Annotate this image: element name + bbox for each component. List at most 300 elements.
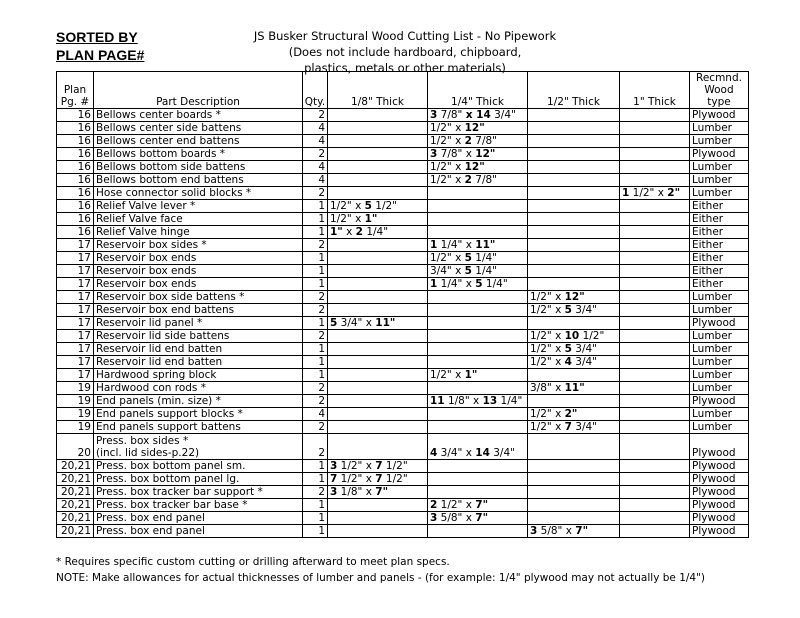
part-description-cell: Relief Valve hinge	[94, 226, 303, 239]
wood-type-cell: Either	[690, 239, 749, 252]
dimension-part: 5	[464, 252, 472, 264]
dimension-part: 7"	[575, 525, 589, 537]
dimension-part: 1/4"	[471, 252, 498, 264]
quantity-cell: 4	[303, 408, 328, 421]
table-row	[57, 408, 749, 421]
plan-page-cell: 16	[57, 148, 94, 161]
thick-1-2-cell	[528, 226, 620, 239]
table-row	[57, 226, 749, 239]
thick-1-2-cell	[528, 369, 620, 382]
wood-type-cell: Lumber	[690, 408, 749, 421]
dimension-part: 1/2" x	[430, 174, 465, 186]
table-row	[57, 200, 749, 213]
dimension-part: 1/2" x	[430, 135, 465, 147]
thick-1-cell	[620, 525, 690, 538]
thick-1-8-cell	[328, 434, 428, 460]
dimension-part: 1/2" x	[430, 122, 465, 134]
dimension-part: x	[342, 226, 356, 238]
plan-page-cell: 17	[57, 317, 94, 330]
table-row	[57, 291, 749, 304]
dimension-part: 5	[564, 343, 572, 355]
footnote-thickness: NOTE: Make allowances for actual thicknesses of lumber and panels - (for example: 1/4" plywood may not actually be 1/4")	[56, 572, 706, 584]
thick-1-cell	[620, 473, 690, 486]
wood-type-cell: Either	[690, 252, 749, 265]
table-row	[57, 343, 749, 356]
thick-1-cell	[620, 265, 690, 278]
title-line1: JS Busker Structural Wood Cutting List - No Pipework	[253, 29, 557, 43]
part-description-cell: Reservoir lid end batten	[94, 356, 303, 369]
wood-type-cell: Either	[690, 213, 749, 226]
thick-1-8-cell	[328, 499, 428, 512]
thick-1-cell	[620, 239, 690, 252]
part-description-cell: Press. box tracker bar support *	[94, 486, 303, 499]
thick-1-8-cell	[328, 174, 428, 187]
thick-1-2-cell	[528, 330, 620, 343]
dimension-part: 7/8"	[471, 174, 498, 186]
wood-type-cell: Plywood	[690, 499, 749, 512]
part-description-cell: Reservoir box ends	[94, 265, 303, 278]
quantity-cell: 1	[303, 369, 328, 382]
thick-1-8-cell	[328, 473, 428, 486]
dimension-part: 5/8" x	[537, 525, 576, 537]
plan-page-cell: 20	[57, 434, 94, 460]
thick-1-4-cell	[428, 434, 528, 460]
plan-page-cell: 20,21	[57, 486, 94, 499]
dimension-part: 7/8"	[437, 109, 466, 121]
wood-type-cell: Plywood	[690, 317, 749, 330]
thick-1-8-cell	[328, 525, 428, 538]
part-description-cell: Bellows bottom end battens	[94, 174, 303, 187]
part-description-line1: Press. box sides *	[96, 435, 189, 447]
table-row	[57, 512, 749, 525]
dimension-part: 7	[564, 421, 572, 433]
thick-1-8-cell	[328, 317, 428, 330]
part-description-cell: Reservoir box side battens *	[94, 291, 303, 304]
plan-page-cell: 16	[57, 122, 94, 135]
plan-page-cell: 17	[57, 330, 94, 343]
table-row	[57, 434, 749, 460]
header-part-description: Part Description	[94, 72, 303, 109]
table-row	[57, 239, 749, 252]
dimension-part: 5/8" x	[437, 512, 476, 524]
dimension-part: 3/4"	[571, 421, 598, 433]
thick-1-2-cell	[528, 460, 620, 473]
plan-page-cell: 16	[57, 109, 94, 122]
quantity-cell: 2	[303, 486, 328, 499]
part-description-cell: End panels support battens	[94, 421, 303, 434]
part-description-cell: Hardwood spring block	[94, 369, 303, 382]
thick-1-8-cell	[328, 200, 428, 213]
quantity-cell: 1	[303, 356, 328, 369]
dimension-part: 5	[364, 200, 372, 212]
dimension-part: 2"	[564, 408, 578, 420]
plan-page-cell: 16	[57, 213, 94, 226]
dimension-part: 1"	[330, 226, 343, 238]
plan-page-cell: 17	[57, 265, 94, 278]
plan-page-cell: 16	[57, 161, 94, 174]
thick-1-8-cell	[328, 395, 428, 408]
header-qty: Qty.	[303, 72, 328, 109]
dimension-part: 1/4"	[471, 265, 498, 277]
quantity-cell: 2	[303, 382, 328, 395]
dimension-part: 1/2" x	[330, 200, 365, 212]
thick-1-8-cell	[328, 226, 428, 239]
quantity-cell: 1	[303, 460, 328, 473]
quantity-cell: 2	[303, 109, 328, 122]
table-body	[57, 109, 749, 538]
dimension-part: 1	[430, 278, 438, 290]
plan-page-cell: 17	[57, 239, 94, 252]
quantity-cell: 1	[303, 512, 328, 525]
thick-1-4-cell	[428, 499, 528, 512]
plan-page-cell: 16	[57, 187, 94, 200]
footnotes	[56, 554, 705, 586]
sorted-by-label	[56, 28, 144, 64]
table-row	[57, 369, 749, 382]
plan-page-cell: 19	[57, 421, 94, 434]
quantity-cell: 2	[303, 239, 328, 252]
dimension-part: 11	[430, 395, 445, 407]
dimension-part: 14	[475, 447, 490, 459]
wood-type-cell: Lumber	[690, 421, 749, 434]
wood-type-cell: Lumber	[690, 330, 749, 343]
thick-1-cell	[620, 252, 690, 265]
thick-1-4-cell	[428, 486, 528, 499]
part-description-cell: Relief Valve face	[94, 213, 303, 226]
dimension-part: 12"	[464, 161, 485, 173]
thick-1-4-cell	[428, 213, 528, 226]
thick-1-cell	[620, 226, 690, 239]
dimension-part: 3	[430, 109, 438, 121]
thick-1-cell	[620, 330, 690, 343]
plan-page-cell: 17	[57, 252, 94, 265]
thick-1-cell	[620, 304, 690, 317]
thick-1-4-cell	[428, 304, 528, 317]
table-row	[57, 252, 749, 265]
thick-1-8-cell	[328, 460, 428, 473]
header-row	[57, 72, 749, 109]
thick-1-cell	[620, 369, 690, 382]
dimension-part: 1/2" x	[530, 304, 565, 316]
wood-type-cell: Lumber	[690, 122, 749, 135]
wood-type-cell: Lumber	[690, 187, 749, 200]
dimension-part: 11"	[375, 317, 396, 329]
thick-1-2-cell	[528, 213, 620, 226]
thick-1-2-cell	[528, 356, 620, 369]
part-description-cell: Reservoir box sides *	[94, 239, 303, 252]
thick-1-8-cell	[328, 148, 428, 161]
thick-1-cell	[620, 148, 690, 161]
thick-1-8-cell	[328, 135, 428, 148]
thick-1-cell	[620, 109, 690, 122]
table-row	[57, 304, 749, 317]
plan-page-cell: 17	[57, 304, 94, 317]
dimension-part: 7	[375, 473, 383, 485]
quantity-cell: 1	[303, 252, 328, 265]
plan-page-cell: 20,21	[57, 460, 94, 473]
thick-1-2-cell	[528, 174, 620, 187]
thick-1-2-cell	[528, 395, 620, 408]
plan-page-cell: 17	[57, 278, 94, 291]
part-description-cell: Press. box end panel	[94, 512, 303, 525]
table-row	[57, 187, 749, 200]
plan-page-cell: 19	[57, 408, 94, 421]
dimension-part: 3	[330, 460, 338, 472]
quantity-cell: 1	[303, 343, 328, 356]
wood-type-cell: Either	[690, 278, 749, 291]
dimension-part: 3/4" x	[430, 265, 465, 277]
thick-1-cell	[620, 278, 690, 291]
plan-page-cell: 16	[57, 226, 94, 239]
quantity-cell: 1	[303, 525, 328, 538]
thick-1-4-cell	[428, 343, 528, 356]
dimension-part: 1/4"	[497, 395, 523, 407]
dimension-part: 1/2" x	[530, 343, 565, 355]
thick-1-2-cell	[528, 200, 620, 213]
dimension-part: 12"	[564, 291, 585, 303]
dimension-part: 2	[464, 135, 472, 147]
wood-type-cell: Lumber	[690, 135, 749, 148]
dimension-part: 3/4"	[571, 356, 598, 368]
wood-type-cell: Lumber	[690, 343, 749, 356]
header-plan-pg: Plan Pg. #	[57, 72, 94, 109]
document-title	[215, 28, 595, 76]
table-row	[57, 265, 749, 278]
wood-type-cell: Plywood	[690, 148, 749, 161]
dimension-part: 1/2" x	[530, 356, 565, 368]
plan-page-cell: 19	[57, 395, 94, 408]
thick-1-2-cell	[528, 252, 620, 265]
dimension-part: 1/4"	[482, 278, 508, 290]
quantity-cell: 1	[303, 499, 328, 512]
thick-1-2-cell	[528, 291, 620, 304]
part-description-cell: Reservoir lid side battens	[94, 330, 303, 343]
thick-1-8-cell	[328, 161, 428, 174]
part-description-cell: Press. box bottom panel lg.	[94, 473, 303, 486]
thick-1-cell	[620, 174, 690, 187]
thick-1-4-cell	[428, 317, 528, 330]
thick-1-4-cell	[428, 395, 528, 408]
thick-1-8-cell	[328, 343, 428, 356]
thick-1-4-cell	[428, 148, 528, 161]
dimension-part: 3/4"	[490, 109, 516, 121]
thick-1-4-cell	[428, 356, 528, 369]
thick-1-4-cell	[428, 239, 528, 252]
plan-page-cell: 20,21	[57, 512, 94, 525]
dimension-part: 1/2"	[579, 330, 605, 342]
dimension-part: 4	[430, 447, 438, 459]
quantity-cell: 1	[303, 317, 328, 330]
sorted-by-line2: PLAN PAGE#	[56, 47, 145, 63]
quantity-cell: 2	[303, 187, 328, 200]
dimension-part: 3	[430, 148, 438, 160]
quantity-cell: 2	[303, 395, 328, 408]
footnote-asterisk: * Requires specific custom cutting or drilling afterward to meet plan specs.	[56, 556, 450, 568]
thick-1-8-cell	[328, 109, 428, 122]
thick-1-4-cell	[428, 135, 528, 148]
thick-1-cell	[620, 317, 690, 330]
thick-1-2-cell	[528, 434, 620, 460]
dimension-part: 10	[564, 330, 580, 342]
thick-1-8-cell	[328, 421, 428, 434]
dimension-part: 7"	[475, 499, 489, 511]
wood-type-cell: Lumber	[690, 174, 749, 187]
wood-type-cell: Lumber	[690, 161, 749, 174]
thick-1-cell	[620, 460, 690, 473]
thick-1-8-cell	[328, 265, 428, 278]
dimension-part: 1/2" x	[430, 161, 465, 173]
dimension-part: 11"	[564, 382, 585, 394]
thick-1-8-cell	[328, 408, 428, 421]
thick-1-cell	[620, 382, 690, 395]
dimension-part: 1/8" x	[337, 486, 376, 498]
thick-1-2-cell	[528, 239, 620, 252]
table-row	[57, 148, 749, 161]
thick-1-8-cell	[328, 356, 428, 369]
table-row	[57, 122, 749, 135]
thick-1-cell	[620, 395, 690, 408]
dimension-part: 12"	[475, 148, 496, 160]
plan-page-cell: 20,21	[57, 473, 94, 486]
thick-1-4-cell	[428, 122, 528, 135]
thick-1-8-cell	[328, 382, 428, 395]
dimension-part: 12"	[464, 122, 485, 134]
quantity-cell: 4	[303, 135, 328, 148]
thick-1-2-cell	[528, 486, 620, 499]
thick-1-4-cell	[428, 421, 528, 434]
wood-type-cell: Lumber	[690, 369, 749, 382]
dimension-part: 11"	[475, 239, 496, 251]
dimension-part: 3/4" x	[337, 317, 376, 329]
part-description-cell: Press. box tracker bar base *	[94, 499, 303, 512]
wood-type-cell: Plywood	[690, 434, 749, 460]
thick-1-cell	[620, 434, 690, 460]
wood-type-cell: Lumber	[690, 291, 749, 304]
table-row	[57, 330, 749, 343]
thick-1-4-cell	[428, 226, 528, 239]
thick-1-4-cell	[428, 473, 528, 486]
table-row	[57, 395, 749, 408]
thick-1-4-cell	[428, 174, 528, 187]
thick-1-4-cell	[428, 109, 528, 122]
wood-type-cell: Plywood	[690, 109, 749, 122]
thick-1-cell	[620, 200, 690, 213]
thick-1-8-cell	[328, 291, 428, 304]
dimension-part: 3/4"	[489, 447, 515, 459]
dimension-part: 3/8" x	[530, 382, 565, 394]
wood-type-cell: Lumber	[690, 382, 749, 395]
dimension-part: 13	[482, 395, 498, 407]
thick-1-8-cell	[328, 252, 428, 265]
wood-type-cell: Either	[690, 200, 749, 213]
dimension-part: 4	[564, 356, 572, 368]
table-row	[57, 460, 749, 473]
part-description-cell: Hose connector solid blocks *	[94, 187, 303, 200]
part-description-cell: Reservoir lid panel *	[94, 317, 303, 330]
wood-type-cell: Plywood	[690, 395, 749, 408]
quantity-cell: 2	[303, 434, 328, 460]
thick-1-cell	[620, 187, 690, 200]
thick-1-2-cell	[528, 525, 620, 538]
table-row	[57, 278, 749, 291]
dimension-part: 1/2"	[382, 473, 408, 485]
dimension-part: 1/2" x	[430, 252, 465, 264]
thick-1-4-cell	[428, 525, 528, 538]
dimension-part: 7	[375, 460, 383, 472]
quantity-cell: 4	[303, 122, 328, 135]
dimension-part: 3	[430, 512, 438, 524]
quantity-cell: 2	[303, 304, 328, 317]
thick-1-4-cell	[428, 278, 528, 291]
thick-1-2-cell	[528, 343, 620, 356]
quantity-cell: 1	[303, 473, 328, 486]
table-row	[57, 317, 749, 330]
wood-type-cell: Either	[690, 265, 749, 278]
header-1-thick: 1" Thick	[620, 72, 690, 109]
thick-1-8-cell	[328, 213, 428, 226]
part-description-cell: Reservoir box ends	[94, 252, 303, 265]
part-description-line2: (incl. lid sides-p.22)	[96, 447, 200, 459]
dimension-part: 3	[530, 525, 538, 537]
thick-1-4-cell	[428, 369, 528, 382]
thick-1-8-cell	[328, 187, 428, 200]
thick-1-4-cell	[428, 291, 528, 304]
plan-page-cell: 20,21	[57, 499, 94, 512]
part-description-cell: End panels (min. size) *	[94, 395, 303, 408]
table-row	[57, 421, 749, 434]
part-description-cell: Reservoir box end battens	[94, 304, 303, 317]
thick-1-2-cell	[528, 473, 620, 486]
wood-type-cell: Plywood	[690, 525, 749, 538]
dimension-part: 1"	[464, 369, 478, 381]
dimension-part: 1/4"	[362, 226, 389, 238]
part-description-cell: Bellows bottom boards *	[94, 148, 303, 161]
header-1-8-thick: 1/8" Thick	[328, 72, 428, 109]
dimension-part: 1/2"	[382, 460, 408, 472]
dimension-part: 7/8" x	[437, 148, 476, 160]
part-description-cell: Press. box end panel	[94, 525, 303, 538]
plan-page-cell: 16	[57, 174, 94, 187]
header-wood-type: Recmnd. Wood type	[690, 72, 749, 109]
thick-1-cell	[620, 356, 690, 369]
quantity-cell: 1	[303, 265, 328, 278]
dimension-part: 1	[622, 187, 630, 199]
thick-1-cell	[620, 291, 690, 304]
dimension-part: 5	[330, 317, 338, 329]
wood-type-cell: Lumber	[690, 304, 749, 317]
dimension-part: 5	[564, 304, 572, 316]
part-description-cell: Bellows center boards *	[94, 109, 303, 122]
dimension-part: 7"	[475, 512, 489, 524]
quantity-cell: 1	[303, 200, 328, 213]
dimension-part: 1/2" x	[530, 291, 565, 303]
table-row	[57, 382, 749, 395]
dimension-part: 2	[355, 226, 363, 238]
thick-1-cell	[620, 122, 690, 135]
thick-1-8-cell	[328, 330, 428, 343]
cutting-list-table	[56, 71, 749, 538]
thick-1-4-cell	[428, 512, 528, 525]
quantity-cell: 2	[303, 421, 328, 434]
plan-page-cell: 16	[57, 200, 94, 213]
part-description-cell: Hardwood con rods *	[94, 382, 303, 395]
dimension-part: 5	[475, 278, 483, 290]
part-description-cell: Reservoir lid end batten	[94, 343, 303, 356]
thick-1-8-cell	[328, 278, 428, 291]
dimension-part: 1/2" x	[430, 369, 465, 381]
dimension-part: 1/2"	[371, 200, 398, 212]
thick-1-8-cell	[328, 512, 428, 525]
